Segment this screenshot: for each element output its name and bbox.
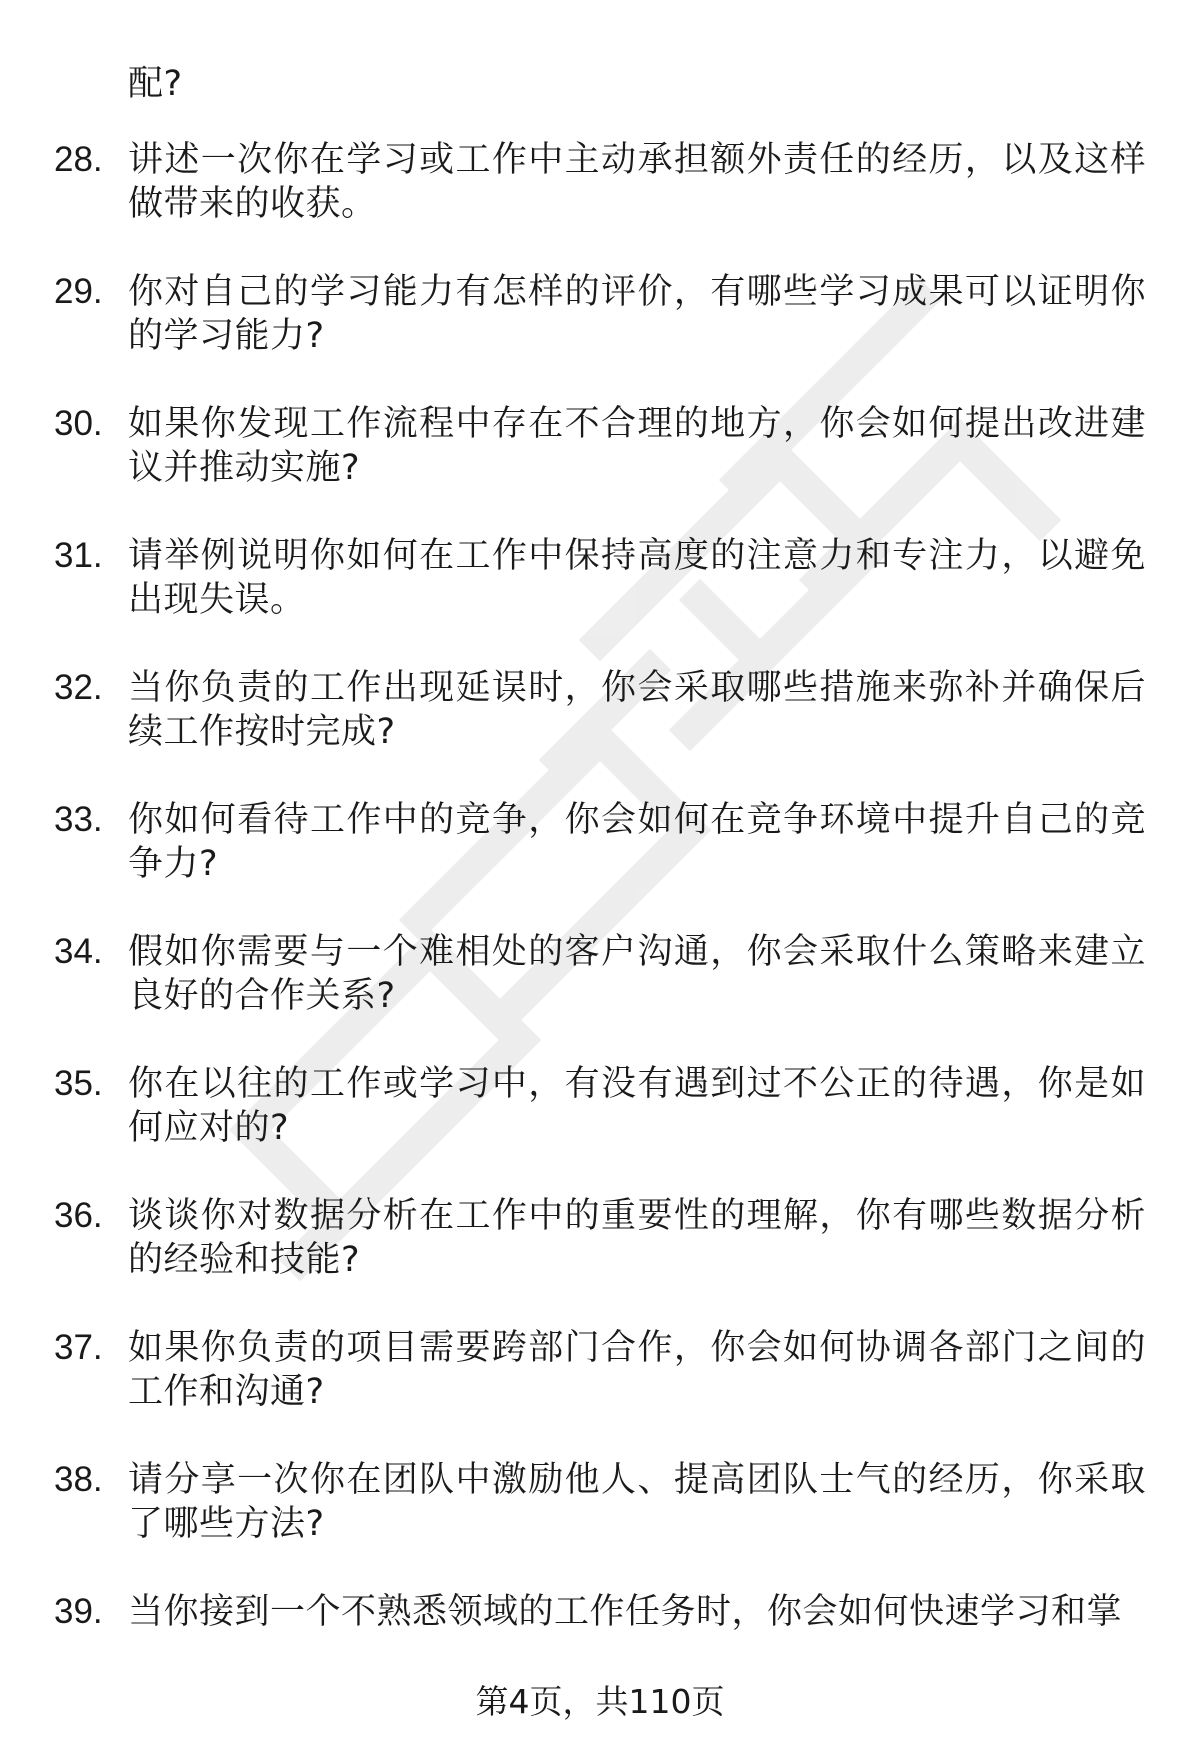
question-text: 如果你负责的项目需要跨部门合作，你会如何协调各部门之间的工作和沟通?: [128, 1328, 1146, 1412]
question-item: [0, 1458, 1200, 1546]
continuation-text: 配?: [128, 64, 183, 104]
question-text: 当你接到一个不熟悉领域的工作任务时，你会如何快速学习和掌: [128, 1592, 1123, 1632]
question-text: 如果你发现工作流程中存在不合理的地方，你会如何提出改进建议并推动实施?: [128, 404, 1146, 488]
question-text: 当你负责的工作出现延误时，你会采取哪些措施来弥补并确保后续工作按时完成?: [128, 668, 1146, 752]
question-number: 35.: [54, 1064, 103, 1103]
question-number: 38.: [54, 1460, 103, 1499]
question-item: [0, 930, 1200, 1018]
question-number: 34.: [54, 932, 103, 971]
question-number: 30.: [54, 404, 103, 443]
question-item: [0, 1590, 1200, 1678]
question-item: [0, 1194, 1200, 1282]
question-number: 33.: [54, 800, 103, 839]
question-number: 31.: [54, 536, 103, 575]
question-number: 29.: [54, 272, 103, 311]
page-footer: 第4页，共110页: [475, 1682, 725, 1721]
question-text: 假如你需要与一个难相处的客户沟通，你会采取什么策略来建立良好的合作关系?: [128, 932, 1146, 1016]
question-item: [0, 1326, 1200, 1414]
question-item: [0, 138, 1200, 226]
question-item: [0, 534, 1200, 622]
question-number: 36.: [54, 1196, 103, 1235]
question-text: 请举例说明你如何在工作中保持高度的注意力和专注力，以避免出现失误。: [128, 536, 1146, 620]
question-text: 谈谈你对数据分析在工作中的重要性的理解，你有哪些数据分析的经验和技能?: [128, 1196, 1146, 1280]
question-item: [0, 402, 1200, 490]
question-list: [0, 138, 1200, 1722]
question-number: 37.: [54, 1328, 103, 1367]
question-text: 你如何看待工作中的竞争，你会如何在竞争环境中提升自己的竞争力?: [128, 800, 1146, 884]
question-item: [0, 798, 1200, 886]
question-number: 28.: [54, 140, 103, 179]
question-item: [0, 1062, 1200, 1150]
question-item: [0, 666, 1200, 754]
question-text: 你在以往的工作或学习中，有没有遇到过不公正的待遇，你是如何应对的?: [128, 1064, 1146, 1148]
question-number: 39.: [54, 1592, 103, 1631]
question-text: 你对自己的学习能力有怎样的评价，有哪些学习成果可以证明你的学习能力?: [128, 272, 1146, 356]
question-text: 请分享一次你在团队中激励他人、提高团队士气的经历，你采取了哪些方法?: [128, 1460, 1146, 1544]
question-number: 32.: [54, 668, 103, 707]
question-text: 讲述一次你在学习或工作中主动承担额外责任的经历，以及这样做带来的收获。: [128, 140, 1146, 224]
question-item: [0, 270, 1200, 358]
